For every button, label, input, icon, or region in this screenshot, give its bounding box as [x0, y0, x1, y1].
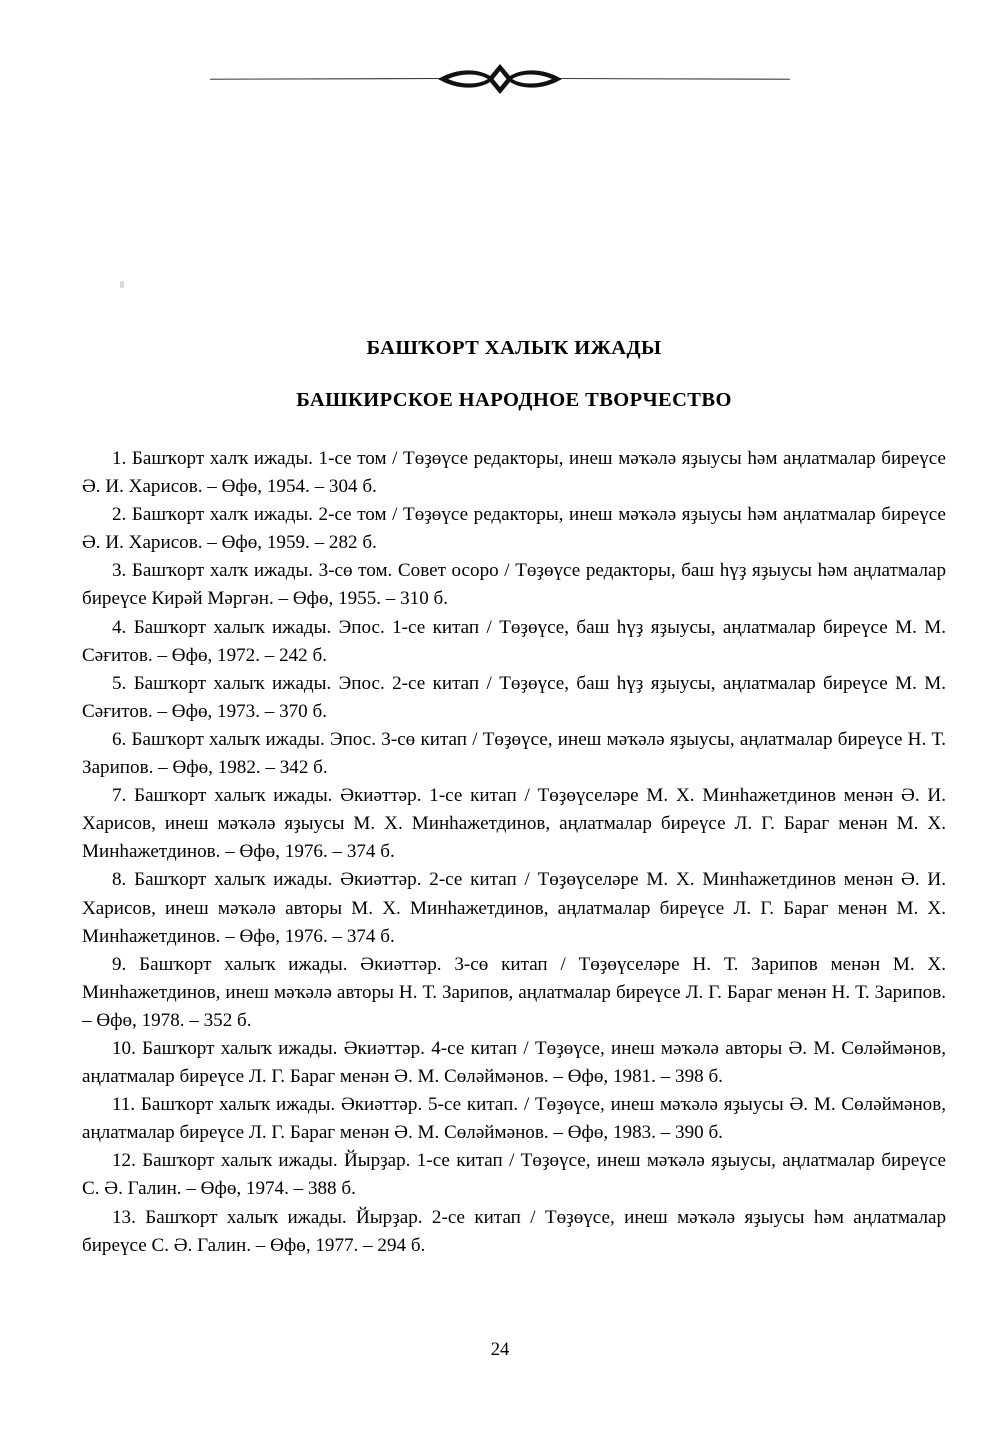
page-number: 24 [490, 1340, 510, 1360]
bibliography-entry: 12. Башҡорт халыҡ ижады. Йырҙар. 1-се китап / Төҙөүсе, инеш мәҡәлә яҙыусы, аңлатмалар биреүсе С. Ә. Галин. – Өфө, 1974. – 388 б. [82, 1150, 946, 1200]
bibliography-entry: 2. Башҡорт халҡ ижады. 2-се том / Төҙөүсе редакторы, инеш мәҡәлә яҙыусы һәм аңлатмалар биреүсе Ә. И. Харисов. – Өфө, 1959. – 282 б. [82, 504, 946, 554]
bibliography-entry: 3. Башҡорт халҡ ижады. 3-сө том. Совет осоро / Төҙөүсе редакторы, баш һүҙ яҙыусы һәм аңлатмалар биреүсе Кирәй Мәргән. – Өфө, 1955. – 310 б. [82, 560, 946, 610]
bibliography-entry: 13. Башҡорт халыҡ ижады. Йырҙар. 2-се китап / Төҙөүсе, инеш мәҡәлә яҙыусы һәм аңлатмалар биреүсе С. Ә. Галин. – Өфө, 1977. – 294 б. [82, 1206, 946, 1256]
bibliography-entry: 4. Башҡорт халыҡ ижады. Эпос. 1-се китап / Төҙөүсе, баш һүҙ яҙыусы, аңлатмалар биреүсе М. М. Сәғитов. – Өфө, 1972. – 242 б. [82, 616, 946, 666]
bibliography-entry: 1. Башҡорт халҡ ижады. 1-се том / Төҙөүсе редакторы, инеш мәҡәлә яҙыусы һәм аңлатмалар биреүсе Ә. И. Харисов. – Өфө, 1954. – 304 б. [82, 448, 946, 498]
bibliography-entry: 10. Башҡорт халыҡ ижады. Әкиәттәр. 4-се китап / Төҙөүсе, инеш мәҡәлә авторы Ә. М. Сөләймәнов, аңлатмалар биреүсе Л. Г. Бараг менән Ә. М. Сөләймәнов. – Өфө, 1981. – 398 б. [82, 1037, 946, 1088]
page-title-block [82, 336, 946, 412]
diamond-leaf-rule-ornament [210, 62, 790, 96]
bibliography-list [82, 445, 946, 1260]
bibliography-entry: 11. Башҡорт халыҡ ижады. Әкиәттәр. 5-се китап. / Төҙөүсе, инеш мәҡәлә яҙыусы Ә. М. Сөләймәнов, аңлатмалар биреүсе Л. Г. Бараг менән Ә. М. Сөләймәнов. – Өфө, 1983. – 390 б. [82, 1094, 946, 1144]
page-title-russian: БАШКИРСКОЕ НАРОДНОЕ ТВОРЧЕСТВО [296, 388, 732, 411]
page-title-bashkir: БАШҠОРТ ХАЛЫҠ ИЖАДЫ [366, 337, 662, 359]
bibliography-entry: 5. Башҡорт халыҡ ижады. Эпос. 2-се китап / Төҙөүсе, баш һүҙ яҙыусы, аңлатмалар биреүсе М. М. Сәғитов. – Өфө, 1973. – 370 б. [82, 672, 946, 722]
bibliography-entry: 6. Башҡорт халыҡ ижады. Эпос. 3-сө китап / Төҙөүсе, инеш мәҡәлә яҙыусы, аңлатмалар биреүсе Н. Т. Зарипов. – Өфө, 1982. – 342 б. [82, 728, 946, 779]
bibliography-entry: 7. Башҡорт халыҡ ижады. Әкиәттәр. 1-се китап / Төҙөүселәре М. Х. Минһажетдинов менән Ә. И. Харисов, инеш мәҡәлә яҙыусы М. Х. Минһажетдинов, аңлатмалар биреүсе Л. Г. Бараг менән М. Х. Минһажетдинов. – Өфө, 1976. – 374 б. [82, 785, 946, 863]
bibliography-entry: 8. Башҡорт халыҡ ижады. Әкиәттәр. 2-се китап / Төҙөүселәре М. Х. Минһажетдинов менән Ә. И. Харисов, инеш мәҡәлә авторы М. Х. Минһажетдинов, аңлатмалар биреүсе Л. Г. Бараг менән М. Х. Минһажетдинов. – Өфө, 1976. – 374 б. [82, 869, 946, 947]
scan-artifact-speck [120, 281, 124, 288]
bibliography-entry: 9. Башҡорт халыҡ ижады. Әкиәттәр. 3-сө китап / Төҙөүселәре Н. Т. Зарипов менән М. Х. Минһажетдинов, инеш мәҡәлә авторы Н. Т. Зарипов, аңлатмалар биреүсе Л. Г. Бараг менән Н. Т. Зарипов. – Өфө, 1978. – 352 б. [82, 953, 946, 1031]
